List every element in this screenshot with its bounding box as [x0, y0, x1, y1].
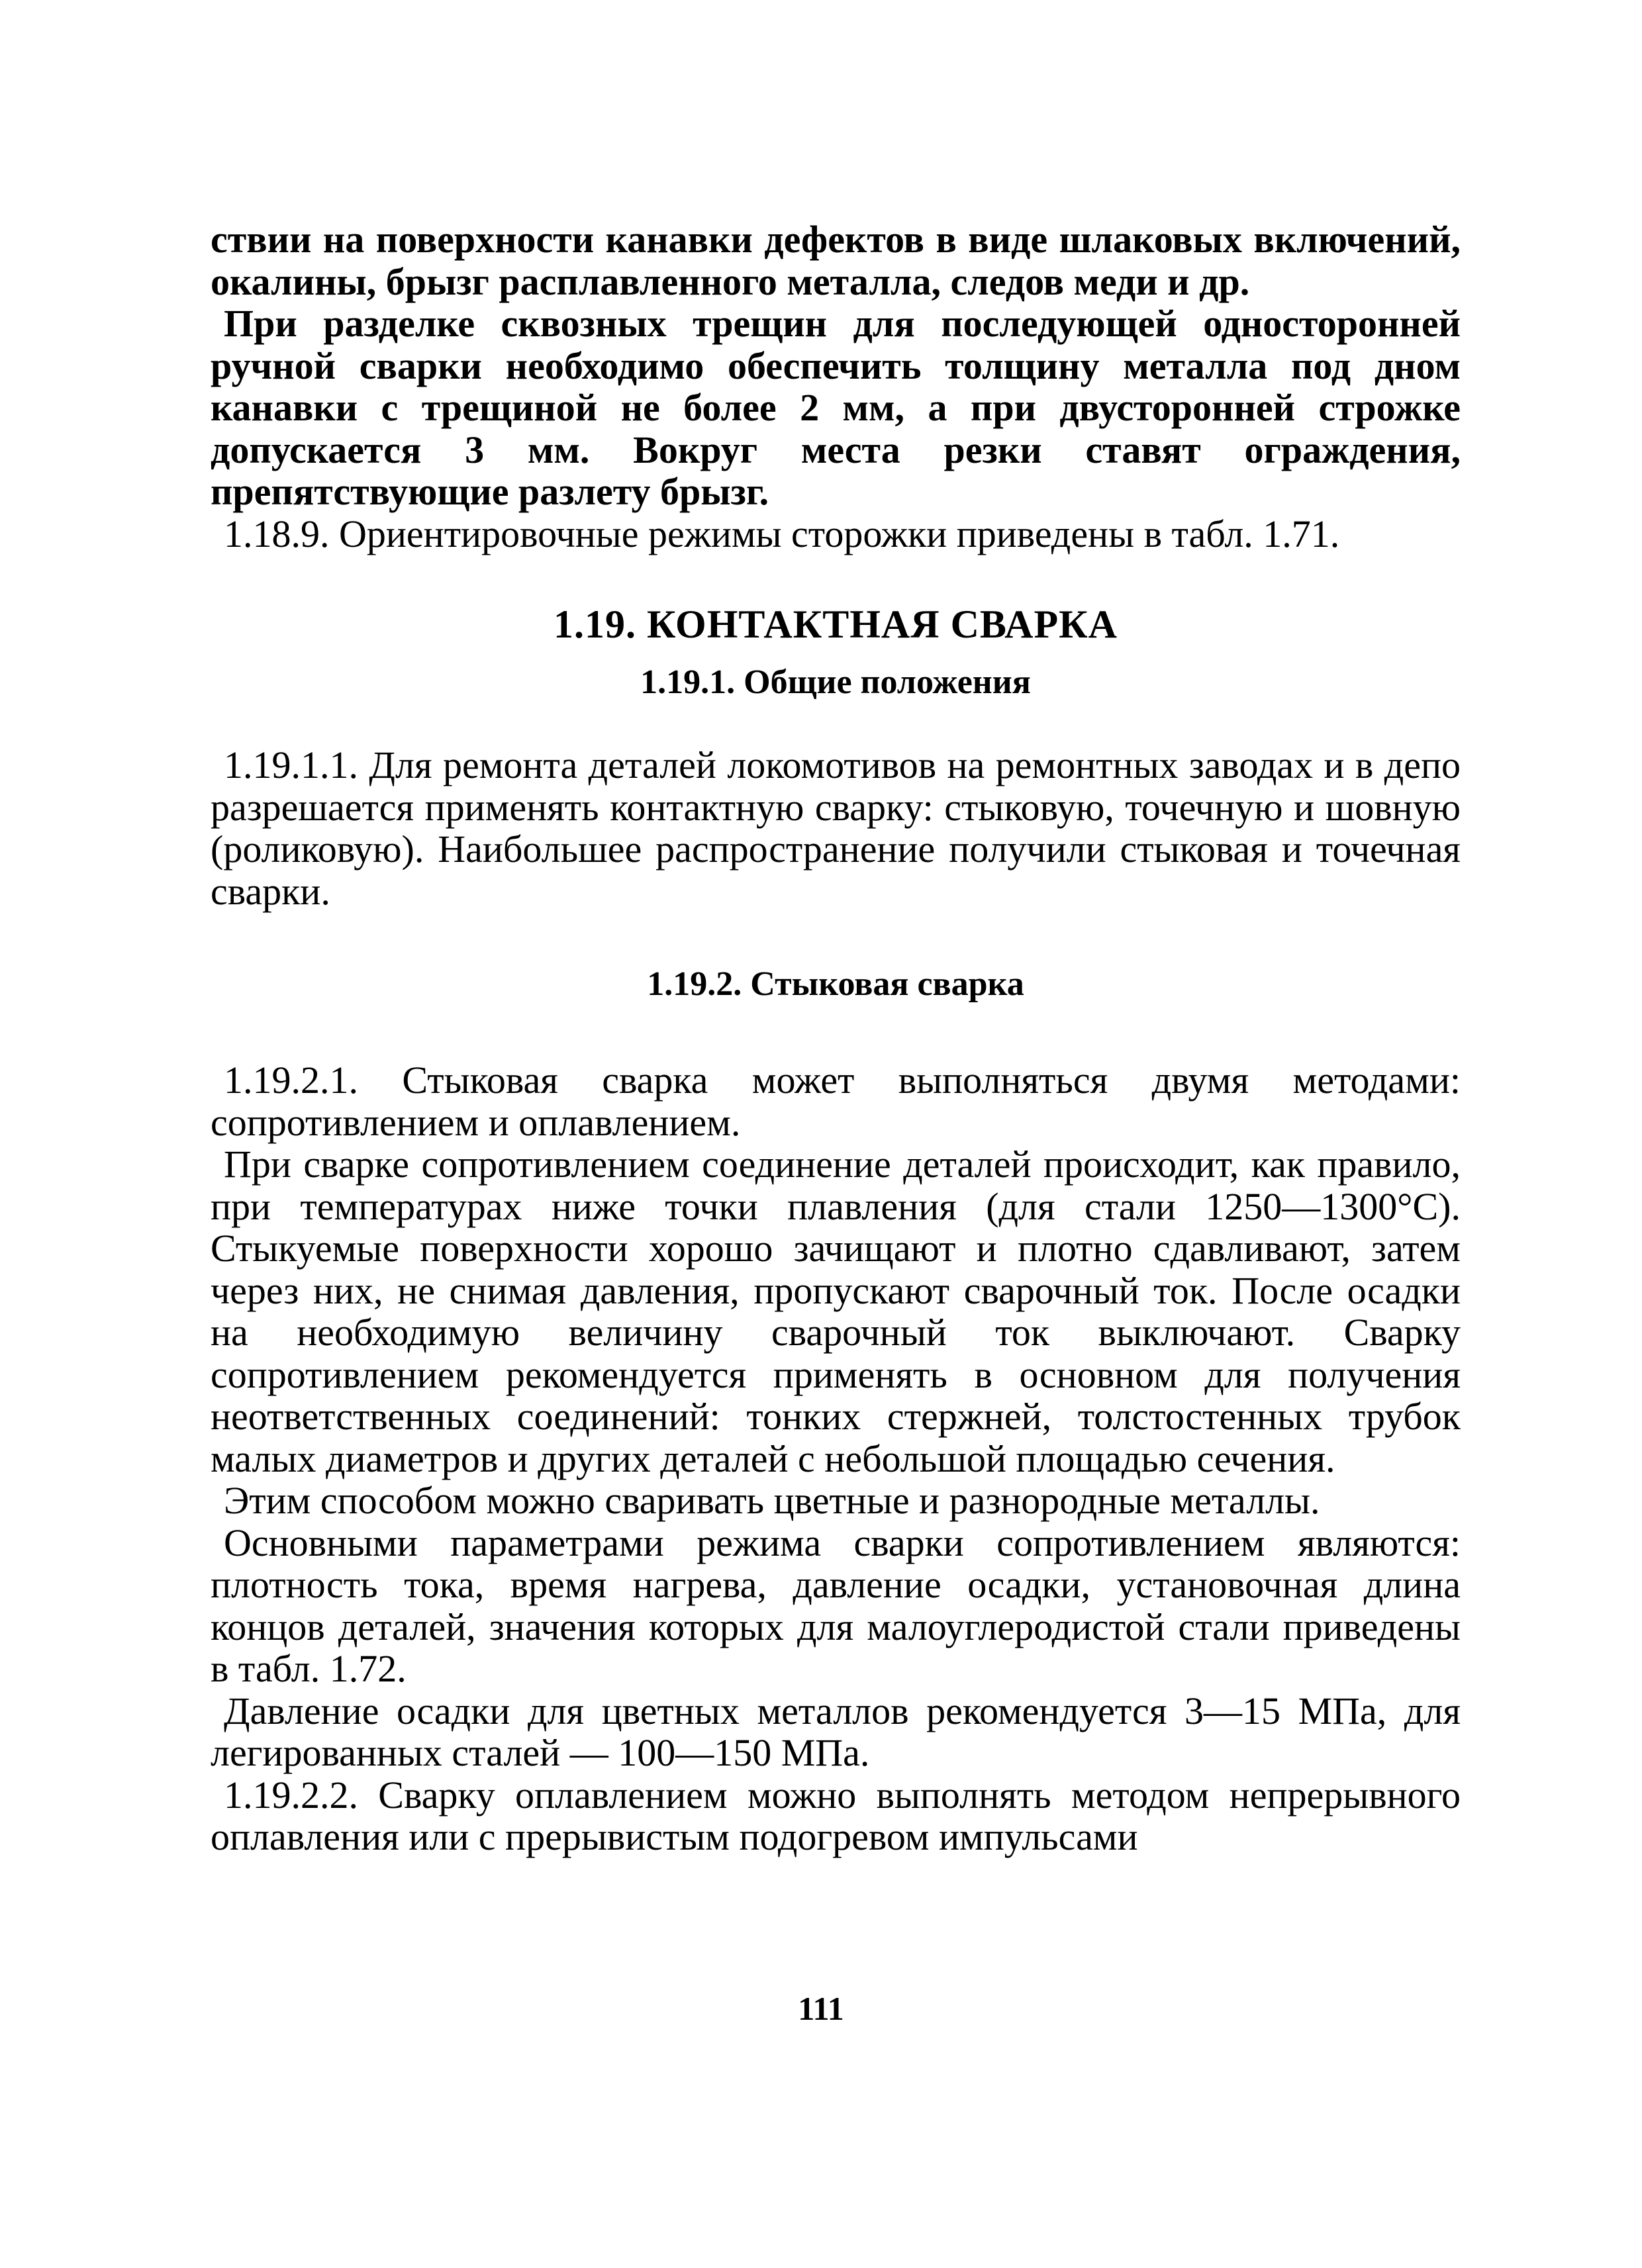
paragraph-nonferrous: Этим способом можно сваривать цветные и разнородные металлы. [224, 1479, 1320, 1522]
page-number: 111 [798, 1990, 844, 2027]
subsection-title-butt-welding: 1.19.2. Стыковая сварка [647, 965, 1024, 1003]
paragraph-resistance-welding: При сварке сопротивлением соединение деталей происходит, как правило, при температурах ниже точки плавления (для стали 1250—1300°С). Стыкуемые поверхности хорошо зачищают и плотно сдавливают, затем через них, не снимая давления, пропускают сварочный ток. После осадки на необходимую величину сварочный ток выключают. Сварку сопротивлением рекомендуется применять в основном для получения неответственных соединений: тонких стержней, толстостенных трубок малых диаметров и других деталей с небольшой площадью сечения. [211, 1143, 1461, 1480]
paragraph-1-19-1-1: 1.19.1.1. Для ремонта деталей локомотивов на ремонтных заводах и в депо разрешается применять контактную сварку: стыковую, точечную и шовную (роликовую). Наибольшее распространение получили стыковая и точечная сварки. [211, 743, 1461, 913]
paragraph-pressure: Давление осадки для цветных металлов рекомендуется 3—15 МПа, для легированных сталей — 100—150 МПа. [211, 1689, 1461, 1774]
paragraph-continuation: ствии на поверхности канавки дефектов в виде шлаковых включений, окалины, брызг расплавленного металла, следов меди и др. [211, 218, 1461, 303]
section-title: 1.19. КОНТАКТНАЯ СВАРКА [554, 602, 1118, 646]
text-column [211, 218, 1461, 1858]
paragraph-1-18-9: 1.18.9. Ориентировочные режимы сторожки приведены в табл. 1.71. [224, 512, 1340, 555]
paragraph-1-19-2-1: 1.19.2.1. Стыковая сварка может выполняться двумя методами: сопротивлением и оплавлением. [211, 1059, 1461, 1144]
subsection-title-general: 1.19.1. Общие положения [640, 663, 1031, 701]
paragraph-cracks: При разделке сквозных трещин для последующей односторонней ручной сварки необходимо обеспечить толщину металла под дном канавки с трещиной не более 2 мм, а при двусторонней строжке допускается 3 мм. Вокруг места резки ставят ограждения, препятствующие разлету брызг. [211, 302, 1461, 513]
paragraph-parameters: Основными параметрами режима сварки сопротивлением являются: плотность тока, время нагрева, давление осадки, установочная длина концов деталей, значения которых для малоуглеродистой стали приведены в табл. 1.72. [211, 1521, 1461, 1690]
paragraph-1-19-2-2: 1.19.2.2. Сварку оплавлением можно выполнять методом непрерывного оплавления или с прерывистым подогревом импульсами [211, 1773, 1461, 1858]
